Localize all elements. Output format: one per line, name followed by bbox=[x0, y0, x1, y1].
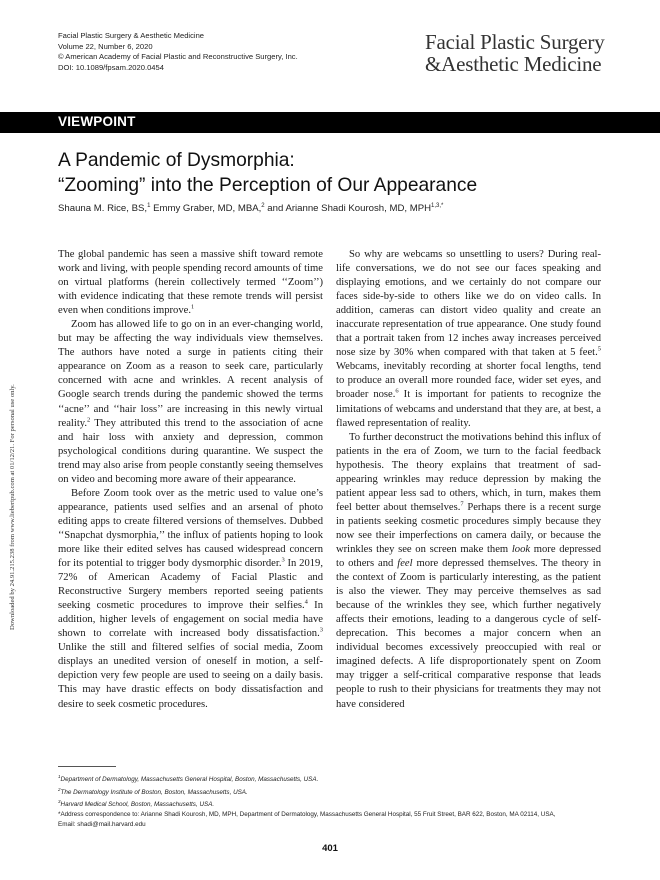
paragraph-text: more depressed themselves. The theory in the context of Zoom is particularly interesting, as the patient is also the viewer. They may perceive themselves as sad because of the wrinkles they see, which further negatively affects their emotions, leading to a dangerous cycle of self-deprecation. This becomes a major concern when an individual becomes excessively preoccupied with real or imagined defects. A life disproportionately spent on Zoom may trigger a self-critical comparative response that leads people to rush to their physicians for treatments they may not have considered bbox=[336, 558, 602, 710]
paragraph-text: Webcams, inevitably recording at shorter focal lengths, tend to produce an overall more rounded face, wider set eyes, and broader nose. bbox=[336, 361, 601, 401]
emphasis: feel bbox=[397, 558, 413, 570]
affiliation-text: The Dermatology Institute of Boston, Boston, Massachusetts, USA. bbox=[60, 788, 248, 796]
author-kourosh: and Arianne Shadi Kourosh, MD, MPH bbox=[264, 203, 432, 215]
paragraph-text: Perhaps there is a recent surge in patients seeking cosmetic procedures simply because they now see their imperfections on camera daily, or because the wrinkles they see on screen make them bbox=[336, 501, 601, 555]
paragraph-text: Zoom has allowed life to go on in an ever-changing world, but may be affecting the way individuals view themselves. The authors have noted a surge in patients citing their appearance on Zoom as a reason to seek care, particularly concerned with acne and wrinkles. A recent analysis of Google search trends during the pandemic showed the terms ‘‘acne’’ and ‘‘hair loss’’ are increasing in this newly virtual reality. bbox=[58, 319, 323, 429]
journal-doi: DOI: 10.1089/fpsam.2020.0454 bbox=[58, 62, 164, 72]
citation: 2 bbox=[87, 416, 91, 424]
citation: 3 bbox=[319, 626, 323, 634]
paragraph bbox=[58, 487, 323, 712]
title-line1: A Pandemic of Dysmorphia: bbox=[58, 150, 295, 171]
emphasis: look bbox=[511, 543, 531, 555]
paragraph-text: The global pandemic has seen a massive shift toward remote work and living, with people spending record amounts of time on virtual platforms (herein collectively termed ‘‘Zoom’’) with evidence indicating that these remote trends will persist even when conditions improve. bbox=[58, 249, 323, 317]
correspondence-address: *Address correspondence to: Arianne Shadi Kourosh, MD, MPH, Department of Dermatology, Massachusetts General Hospital, 55 Fruit Street, BAR 622, Boston, MA 02114, USA, bbox=[58, 811, 556, 818]
author-graber-affil: 2 bbox=[261, 203, 265, 209]
download-watermark bbox=[0, 300, 16, 630]
author-graber: Emmy Graber, MD, MBA, bbox=[150, 203, 262, 215]
paragraph bbox=[336, 248, 601, 431]
author-rice-affil: 1 bbox=[147, 203, 151, 209]
affiliation-marker: 1 bbox=[58, 774, 61, 779]
correspondence bbox=[58, 810, 618, 829]
citation: 6 bbox=[395, 387, 399, 395]
journal-meta bbox=[58, 31, 378, 73]
paragraph-text: Unlike the still and filtered selfies of social media, Zoom displays an unedited version of oneself in motion, a self-depiction very few people are used to seeing on a daily basis. This may have drastic effects on body dissatisfaction and desire to seek cosmetic procedures. bbox=[58, 642, 323, 710]
journal-logo bbox=[425, 30, 635, 80]
citation: 5 bbox=[597, 345, 601, 353]
section-banner bbox=[0, 112, 660, 133]
body-column-left bbox=[58, 248, 323, 712]
body-column-right bbox=[336, 248, 601, 712]
citation: 3 bbox=[281, 556, 285, 564]
journal-copyright: © American Academy of Facial Plastic and Reconstructive Surgery, Inc. bbox=[58, 52, 298, 62]
journal-name: Facial Plastic Surgery & Aesthetic Medicine bbox=[58, 31, 205, 40]
download-watermark-text: Downloaded by 24.91.215.238 from www.liebertpub.com at 01/12/21. For personal use only. bbox=[9, 384, 16, 630]
article-title bbox=[58, 148, 618, 198]
logo-line2: &Aesthetic Medicine bbox=[425, 52, 602, 76]
paragraph-text: To further deconstruct the motivations behind this influx of patients in the era of Zoom, we turn to the facial feedback hypothesis. The theory explains that treatment of sad-appearing wrinkles may reduce depression by making the patient appear less sad to others, which, in turn, makes them feel better about themselves. bbox=[336, 431, 601, 513]
correspondence-email: Email: shadi@mail.harvard.edu bbox=[58, 820, 146, 828]
page-number: 401 bbox=[322, 843, 338, 854]
author-kourosh-affil: 1,3,* bbox=[431, 203, 444, 209]
paragraph-text: So why are webcams so unsettling to users? During real-life conversations, we do not see our faces speaking and displaying emotions, and we certainly do not compare our faces side-by-side to others like we do on video calls. In addition, cameras can distort video quality and create an inaccurate representation of true appearance. One study found that a portrait taken from 12 inches away increases perceived nose size by 30% when compared with that taken at 5 feet. bbox=[336, 249, 601, 359]
paragraph bbox=[58, 248, 323, 318]
affiliation-marker: 2 bbox=[58, 786, 61, 792]
affiliation-text: Harvard Medical School, Boston, Massachusetts, USA. bbox=[60, 801, 215, 809]
section-label: VIEWPOINT bbox=[58, 114, 136, 129]
paragraph-text: In addition, higher levels of engagement on social media have shown to correlate with increased body dissatisfaction. bbox=[58, 600, 323, 640]
title-line2: “Zooming” into the Perception of Our Appearance bbox=[58, 175, 478, 196]
author-rice: Shauna M. Rice, BS, bbox=[58, 203, 148, 215]
affiliation-2 bbox=[58, 785, 618, 798]
footnote-divider bbox=[58, 766, 116, 767]
affiliations bbox=[58, 772, 618, 810]
paragraph-text: In 2019, 72% of American Academy of Facial Plastic and Reconstructive Surgery members reported seeing patients seeking cosmetic procedures to improve their selfies. bbox=[58, 558, 323, 612]
citation: 7 bbox=[460, 500, 464, 508]
paragraph-text: Before Zoom took over as the metric used to value one’s appearance, patients used selfies and an arsenal of photo editing apps to create filtered versions of themselves. Dubbed ‘‘Snapchat dysmorphia,’’ the influx of patients hoping to look more like their edited selves has caused widespread concern for its potential to trigger body dysmorphic disorder. bbox=[58, 487, 323, 570]
paragraph-text: more depressed to others and bbox=[336, 543, 601, 570]
paragraph-text: It is important for patients to recognize the limitations of webcams and understand that they are, at best, a flawed representation of reality. bbox=[336, 389, 601, 429]
logo-line1: Facial Plastic Surgery bbox=[425, 30, 605, 54]
journal-volume: Volume 22, Number 6, 2020 bbox=[58, 41, 153, 51]
paragraph-text: They attributed this trend to the association of acne and hair loss with anxiety and depression, common psychological conditions during quarantine. We suspect the trend may also arise from people constantly seeing themselves on video and becoming more aware of their appearance. bbox=[58, 417, 323, 485]
citation: 1 bbox=[190, 303, 195, 311]
paragraph bbox=[58, 318, 323, 487]
affiliation-3 bbox=[58, 797, 618, 810]
author-list bbox=[58, 203, 618, 214]
affiliation-marker: 3 bbox=[58, 799, 61, 805]
affiliation-1 bbox=[58, 772, 618, 785]
affiliation-text: Department of Dermatology, Massachusetts General Hospital, Boston, Massachusetts, USA. bbox=[60, 776, 319, 784]
paragraph bbox=[336, 431, 601, 712]
citation: 4 bbox=[304, 598, 308, 606]
